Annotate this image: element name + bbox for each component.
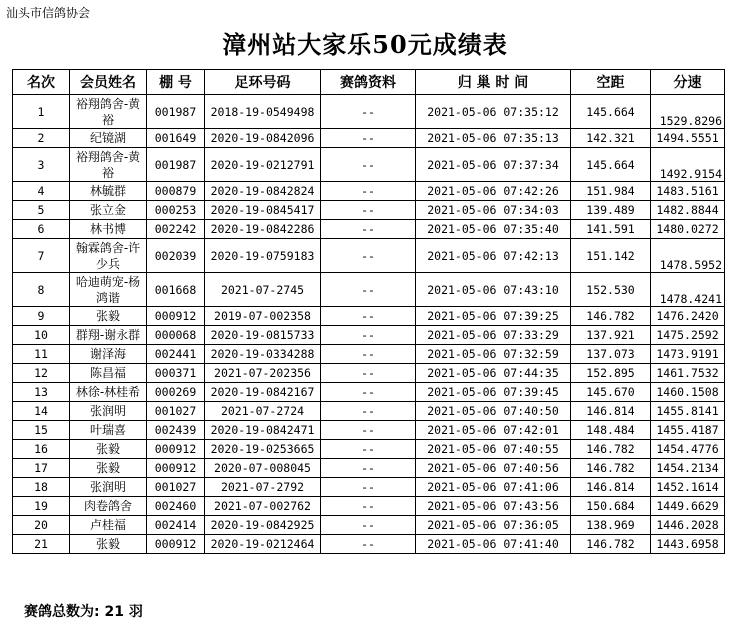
cell-rank: 21 bbox=[13, 535, 70, 554]
cell-rank: 1 bbox=[13, 95, 70, 129]
cell-speed: 1492.9154 bbox=[651, 148, 725, 182]
cell-loft-number: 000371 bbox=[147, 364, 205, 383]
header-member-name: 会员姓名 bbox=[70, 70, 147, 95]
cell-arrival-time: 2021-05-06 07:40:55 bbox=[416, 440, 571, 459]
cell-rank: 17 bbox=[13, 459, 70, 478]
table-row bbox=[13, 440, 725, 459]
cell-arrival-time: 2021-05-06 07:35:12 bbox=[416, 95, 571, 129]
cell-pigeon-info: -- bbox=[321, 307, 416, 326]
cell-speed: 1494.5551 bbox=[651, 129, 725, 148]
table-row bbox=[13, 421, 725, 440]
cell-member-name: 张润明 bbox=[70, 478, 147, 497]
cell-loft-number: 002460 bbox=[147, 497, 205, 516]
cell-distance: 152.530 bbox=[571, 273, 651, 307]
cell-loft-number: 000912 bbox=[147, 307, 205, 326]
cell-arrival-time: 2021-05-06 07:44:35 bbox=[416, 364, 571, 383]
table-row bbox=[13, 345, 725, 364]
cell-distance: 141.591 bbox=[571, 220, 651, 239]
header-rank: 名次 bbox=[13, 70, 70, 95]
cell-speed: 1483.5161 bbox=[651, 182, 725, 201]
cell-arrival-time: 2021-05-06 07:40:56 bbox=[416, 459, 571, 478]
cell-loft-number: 001668 bbox=[147, 273, 205, 307]
cell-member-name: 叶瑞喜 bbox=[70, 421, 147, 440]
cell-speed: 1478.5952 bbox=[651, 239, 725, 273]
cell-member-name: 张毅 bbox=[70, 307, 147, 326]
cell-distance: 152.895 bbox=[571, 364, 651, 383]
cell-arrival-time: 2021-05-06 07:40:50 bbox=[416, 402, 571, 421]
cell-ring-number: 2020-19-0842471 bbox=[205, 421, 321, 440]
cell-ring-number: 2020-19-0842096 bbox=[205, 129, 321, 148]
cell-loft-number: 002414 bbox=[147, 516, 205, 535]
table-row bbox=[13, 535, 725, 554]
cell-speed: 1529.8296 bbox=[651, 95, 725, 129]
cell-rank: 14 bbox=[13, 402, 70, 421]
cell-member-name: 群翔-谢永群 bbox=[70, 326, 147, 345]
cell-pigeon-info: -- bbox=[321, 535, 416, 554]
cell-pigeon-info: -- bbox=[321, 182, 416, 201]
cell-rank: 6 bbox=[13, 220, 70, 239]
cell-rank: 7 bbox=[13, 239, 70, 273]
cell-loft-number: 001987 bbox=[147, 95, 205, 129]
cell-ring-number: 2020-19-0845417 bbox=[205, 201, 321, 220]
cell-pigeon-info: -- bbox=[321, 478, 416, 497]
cell-rank: 16 bbox=[13, 440, 70, 459]
cell-ring-number: 2020-19-0334288 bbox=[205, 345, 321, 364]
cell-speed: 1443.6958 bbox=[651, 535, 725, 554]
cell-pigeon-info: -- bbox=[321, 129, 416, 148]
cell-speed: 1446.2028 bbox=[651, 516, 725, 535]
header-loft-number: 棚 号 bbox=[147, 70, 205, 95]
cell-ring-number: 2020-19-0253665 bbox=[205, 440, 321, 459]
cell-distance: 148.484 bbox=[571, 421, 651, 440]
cell-loft-number: 000879 bbox=[147, 182, 205, 201]
cell-ring-number: 2019-07-002358 bbox=[205, 307, 321, 326]
cell-pigeon-info: -- bbox=[321, 402, 416, 421]
table-row bbox=[13, 307, 725, 326]
cell-rank: 20 bbox=[13, 516, 70, 535]
cell-arrival-time: 2021-05-06 07:35:13 bbox=[416, 129, 571, 148]
cell-distance: 145.664 bbox=[571, 148, 651, 182]
cell-member-name: 陈昌福 bbox=[70, 364, 147, 383]
cell-rank: 8 bbox=[13, 273, 70, 307]
cell-member-name: 肉卷鸽舍 bbox=[70, 497, 147, 516]
cell-speed: 1476.2420 bbox=[651, 307, 725, 326]
cell-member-name: 裕翔鸽舍-黄裕 bbox=[70, 148, 147, 182]
table-row bbox=[13, 478, 725, 497]
header-arrival-time: 归 巢 时 间 bbox=[416, 70, 571, 95]
cell-pigeon-info: -- bbox=[321, 383, 416, 402]
cell-distance: 146.814 bbox=[571, 478, 651, 497]
table-row bbox=[13, 239, 725, 273]
table-row bbox=[13, 497, 725, 516]
cell-speed: 1475.2592 bbox=[651, 326, 725, 345]
cell-distance: 145.664 bbox=[571, 95, 651, 129]
cell-pigeon-info: -- bbox=[321, 497, 416, 516]
page-title: 漳州站大家乐50元成绩表 bbox=[222, 30, 508, 59]
cell-member-name: 裕翔鸽舍-黄裕 bbox=[70, 95, 147, 129]
cell-ring-number: 2020-19-0212464 bbox=[205, 535, 321, 554]
cell-member-name: 哈迪萌宠-杨鸿谐 bbox=[70, 273, 147, 307]
cell-pigeon-info: -- bbox=[321, 459, 416, 478]
cell-arrival-time: 2021-05-06 07:34:03 bbox=[416, 201, 571, 220]
cell-member-name: 纪镜湖 bbox=[70, 129, 147, 148]
cell-member-name: 谢泽海 bbox=[70, 345, 147, 364]
cell-arrival-time: 2021-05-06 07:35:40 bbox=[416, 220, 571, 239]
cell-loft-number: 000912 bbox=[147, 459, 205, 478]
cell-ring-number: 2020-19-0842824 bbox=[205, 182, 321, 201]
cell-pigeon-info: -- bbox=[321, 421, 416, 440]
cell-distance: 138.969 bbox=[571, 516, 651, 535]
cell-speed: 1455.4187 bbox=[651, 421, 725, 440]
cell-arrival-time: 2021-05-06 07:41:40 bbox=[416, 535, 571, 554]
cell-distance: 139.489 bbox=[571, 201, 651, 220]
table-row bbox=[13, 402, 725, 421]
cell-speed: 1480.0272 bbox=[651, 220, 725, 239]
cell-pigeon-info: -- bbox=[321, 440, 416, 459]
cell-speed: 1460.1508 bbox=[651, 383, 725, 402]
cell-pigeon-info: -- bbox=[321, 239, 416, 273]
cell-arrival-time: 2021-05-06 07:37:34 bbox=[416, 148, 571, 182]
table-row bbox=[13, 273, 725, 307]
cell-speed: 1454.2134 bbox=[651, 459, 725, 478]
cell-rank: 13 bbox=[13, 383, 70, 402]
cell-arrival-time: 2021-05-06 07:42:13 bbox=[416, 239, 571, 273]
cell-rank: 10 bbox=[13, 326, 70, 345]
cell-member-name: 张毅 bbox=[70, 440, 147, 459]
cell-member-name: 张毅 bbox=[70, 535, 147, 554]
cell-pigeon-info: -- bbox=[321, 201, 416, 220]
cell-rank: 3 bbox=[13, 148, 70, 182]
cell-pigeon-info: -- bbox=[321, 364, 416, 383]
cell-rank: 18 bbox=[13, 478, 70, 497]
header-distance: 空距 bbox=[571, 70, 651, 95]
cell-distance: 137.921 bbox=[571, 326, 651, 345]
cell-rank: 12 bbox=[13, 364, 70, 383]
results-body bbox=[13, 95, 725, 554]
table-row bbox=[13, 201, 725, 220]
cell-ring-number: 2020-19-0842925 bbox=[205, 516, 321, 535]
table-row bbox=[13, 129, 725, 148]
cell-speed: 1454.4776 bbox=[651, 440, 725, 459]
cell-ring-number: 2020-19-0212791 bbox=[205, 148, 321, 182]
cell-loft-number: 001027 bbox=[147, 402, 205, 421]
cell-pigeon-info: -- bbox=[321, 345, 416, 364]
table-row bbox=[13, 95, 725, 129]
cell-ring-number: 2021-07-202356 bbox=[205, 364, 321, 383]
cell-arrival-time: 2021-05-06 07:43:56 bbox=[416, 497, 571, 516]
cell-pigeon-info: -- bbox=[321, 516, 416, 535]
table-row bbox=[13, 182, 725, 201]
cell-ring-number: 2020-19-0815733 bbox=[205, 326, 321, 345]
cell-arrival-time: 2021-05-06 07:36:05 bbox=[416, 516, 571, 535]
cell-arrival-time: 2021-05-06 07:42:01 bbox=[416, 421, 571, 440]
cell-rank: 15 bbox=[13, 421, 70, 440]
cell-distance: 146.782 bbox=[571, 307, 651, 326]
cell-rank: 19 bbox=[13, 497, 70, 516]
cell-distance: 150.684 bbox=[571, 497, 651, 516]
cell-loft-number: 000253 bbox=[147, 201, 205, 220]
cell-arrival-time: 2021-05-06 07:33:29 bbox=[416, 326, 571, 345]
total-count: 赛鸽总数为: 21 羽 bbox=[24, 604, 143, 620]
cell-member-name: 林徐-林桂希 bbox=[70, 383, 147, 402]
cell-member-name: 翰霖鸽舍-许少兵 bbox=[70, 239, 147, 273]
cell-rank: 9 bbox=[13, 307, 70, 326]
cell-arrival-time: 2021-05-06 07:39:25 bbox=[416, 307, 571, 326]
table-row bbox=[13, 459, 725, 478]
cell-speed: 1482.8844 bbox=[651, 201, 725, 220]
table-row bbox=[13, 364, 725, 383]
header-row bbox=[13, 70, 725, 95]
cell-loft-number: 002039 bbox=[147, 239, 205, 273]
cell-loft-number: 001027 bbox=[147, 478, 205, 497]
cell-arrival-time: 2021-05-06 07:32:59 bbox=[416, 345, 571, 364]
table-row bbox=[13, 383, 725, 402]
cell-speed: 1449.6629 bbox=[651, 497, 725, 516]
cell-distance: 151.142 bbox=[571, 239, 651, 273]
cell-speed: 1452.1614 bbox=[651, 478, 725, 497]
cell-ring-number: 2021-07-2745 bbox=[205, 273, 321, 307]
results-table bbox=[12, 69, 725, 554]
cell-distance: 137.073 bbox=[571, 345, 651, 364]
cell-loft-number: 002441 bbox=[147, 345, 205, 364]
cell-loft-number: 001649 bbox=[147, 129, 205, 148]
cell-pigeon-info: -- bbox=[321, 326, 416, 345]
cell-distance: 146.782 bbox=[571, 535, 651, 554]
cell-member-name: 张毅 bbox=[70, 459, 147, 478]
cell-speed: 1473.9191 bbox=[651, 345, 725, 364]
cell-rank: 11 bbox=[13, 345, 70, 364]
cell-member-name: 张立金 bbox=[70, 201, 147, 220]
cell-member-name: 张润明 bbox=[70, 402, 147, 421]
cell-speed: 1478.4241 bbox=[651, 273, 725, 307]
cell-arrival-time: 2021-05-06 07:39:45 bbox=[416, 383, 571, 402]
table-row bbox=[13, 516, 725, 535]
header-ring-number: 足环号码 bbox=[205, 70, 321, 95]
header-speed: 分速 bbox=[651, 70, 725, 95]
cell-member-name: 林毓群 bbox=[70, 182, 147, 201]
cell-pigeon-info: -- bbox=[321, 148, 416, 182]
cell-ring-number: 2020-19-0842167 bbox=[205, 383, 321, 402]
cell-rank: 4 bbox=[13, 182, 70, 201]
cell-ring-number: 2018-19-0549498 bbox=[205, 95, 321, 129]
cell-loft-number: 002242 bbox=[147, 220, 205, 239]
cell-distance: 145.670 bbox=[571, 383, 651, 402]
cell-pigeon-info: -- bbox=[321, 220, 416, 239]
cell-ring-number: 2020-19-0842286 bbox=[205, 220, 321, 239]
cell-distance: 146.814 bbox=[571, 402, 651, 421]
cell-loft-number: 002439 bbox=[147, 421, 205, 440]
cell-arrival-time: 2021-05-06 07:41:06 bbox=[416, 478, 571, 497]
cell-distance: 151.984 bbox=[571, 182, 651, 201]
cell-ring-number: 2021-07-2724 bbox=[205, 402, 321, 421]
cell-member-name: 林书博 bbox=[70, 220, 147, 239]
cell-loft-number: 000068 bbox=[147, 326, 205, 345]
cell-pigeon-info: -- bbox=[321, 95, 416, 129]
cell-ring-number: 2021-07-2792 bbox=[205, 478, 321, 497]
cell-arrival-time: 2021-05-06 07:42:26 bbox=[416, 182, 571, 201]
header-pigeon-info: 赛鸽资料 bbox=[321, 70, 416, 95]
cell-speed: 1455.8141 bbox=[651, 402, 725, 421]
organization-name: 汕头市信鸽协会 bbox=[6, 6, 91, 20]
cell-distance: 146.782 bbox=[571, 440, 651, 459]
table-row bbox=[13, 148, 725, 182]
cell-ring-number: 2020-19-0759183 bbox=[205, 239, 321, 273]
cell-loft-number: 000912 bbox=[147, 535, 205, 554]
cell-loft-number: 001987 bbox=[147, 148, 205, 182]
cell-member-name: 卢桂福 bbox=[70, 516, 147, 535]
table-row bbox=[13, 220, 725, 239]
cell-speed: 1461.7532 bbox=[651, 364, 725, 383]
cell-arrival-time: 2021-05-06 07:43:10 bbox=[416, 273, 571, 307]
table-row bbox=[13, 326, 725, 345]
cell-loft-number: 000912 bbox=[147, 440, 205, 459]
cell-rank: 2 bbox=[13, 129, 70, 148]
cell-distance: 142.321 bbox=[571, 129, 651, 148]
cell-rank: 5 bbox=[13, 201, 70, 220]
cell-distance: 146.782 bbox=[571, 459, 651, 478]
cell-loft-number: 000269 bbox=[147, 383, 205, 402]
cell-pigeon-info: -- bbox=[321, 273, 416, 307]
cell-ring-number: 2021-07-002762 bbox=[205, 497, 321, 516]
cell-ring-number: 2020-07-008045 bbox=[205, 459, 321, 478]
